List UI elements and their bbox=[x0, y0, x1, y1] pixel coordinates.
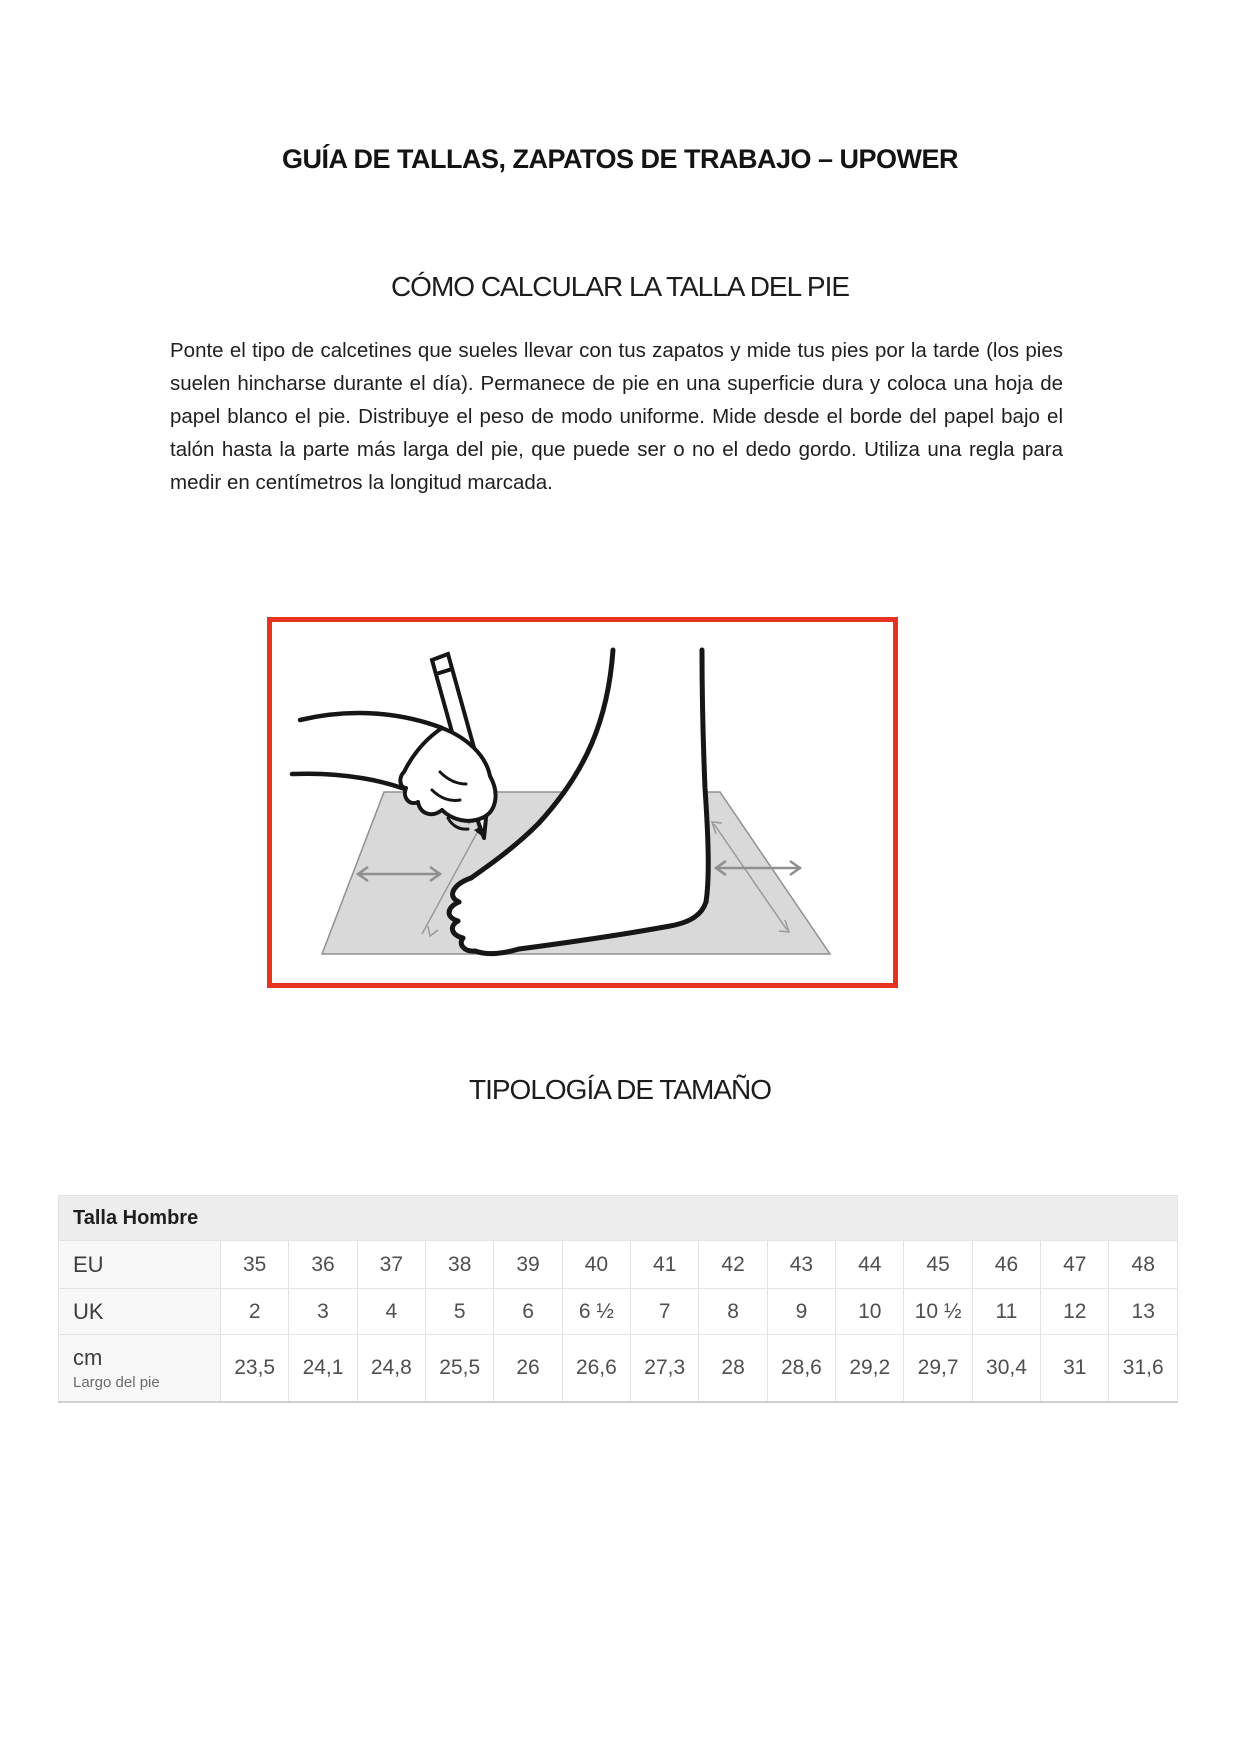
size-cell: 43 bbox=[767, 1241, 835, 1289]
table-title: Talla Hombre bbox=[59, 1196, 1178, 1241]
size-cell: 29,7 bbox=[904, 1335, 972, 1402]
size-cell: 30,4 bbox=[972, 1335, 1040, 1402]
size-cell: 8 bbox=[699, 1289, 767, 1335]
size-cell: 2 bbox=[221, 1289, 289, 1335]
size-cell: 35 bbox=[221, 1241, 289, 1289]
size-cell: 39 bbox=[494, 1241, 562, 1289]
size-cell: 11 bbox=[972, 1289, 1040, 1335]
row-label: UK bbox=[59, 1289, 221, 1335]
size-cell: 13 bbox=[1109, 1289, 1178, 1335]
size-cell: 38 bbox=[426, 1241, 494, 1289]
instructions-paragraph: Ponte el tipo de calcetines que sueles llevar con tus zapatos y mide tus pies por la tarde (los pies suelen hincharse durante el día). Permanece de pie en una superficie dura y coloca una hoja de papel blanco el pie. Distribuye el peso de modo uniforme. Mide desde el borde del papel bajo el talón hasta la parte más larga del pie, que puede ser o no el dedo gordo. Utiliza una regla para medir en centímetros la longitud marcada. bbox=[170, 339, 1063, 494]
size-cell: 36 bbox=[289, 1241, 357, 1289]
size-cell: 40 bbox=[562, 1241, 630, 1289]
size-table bbox=[58, 1195, 1178, 1403]
foot-measuring-figure bbox=[267, 617, 898, 988]
size-cell: 44 bbox=[836, 1241, 904, 1289]
size-cell: 41 bbox=[631, 1241, 699, 1289]
size-cell: 4 bbox=[357, 1289, 425, 1335]
size-cell: 9 bbox=[767, 1289, 835, 1335]
page-title: GUÍA DE TALLAS, ZAPATOS DE TRABAJO – UPOWER bbox=[281, 144, 959, 174]
section-heading-how-to-measure: CÓMO CALCULAR LA TALLA DEL PIE bbox=[390, 271, 850, 302]
table-row bbox=[59, 1241, 1178, 1289]
row-label: cm Largo del pie bbox=[59, 1335, 221, 1402]
size-cell: 37 bbox=[357, 1241, 425, 1289]
row-sublabel: Largo del pie bbox=[73, 1373, 160, 1391]
size-cell: 6 bbox=[494, 1289, 562, 1335]
row-label: EU bbox=[59, 1241, 221, 1289]
size-cell: 26,6 bbox=[562, 1335, 630, 1402]
section-heading-size-typology: TIPOLOGÍA DE TAMAÑO bbox=[468, 1074, 772, 1105]
size-cell: 7 bbox=[631, 1289, 699, 1335]
foot-measuring-illustration bbox=[272, 622, 893, 983]
size-cell: 47 bbox=[1041, 1241, 1109, 1289]
size-cell: 31 bbox=[1041, 1335, 1109, 1402]
size-cell: 42 bbox=[699, 1241, 767, 1289]
size-cell: 24,1 bbox=[289, 1335, 357, 1402]
size-cell: 31,6 bbox=[1109, 1335, 1178, 1402]
size-cell: 46 bbox=[972, 1241, 1040, 1289]
size-cell: 24,8 bbox=[357, 1335, 425, 1402]
size-cell: 12 bbox=[1041, 1289, 1109, 1335]
size-cell: 23,5 bbox=[221, 1335, 289, 1402]
size-cell: 28,6 bbox=[767, 1335, 835, 1402]
size-cell: 48 bbox=[1109, 1241, 1178, 1289]
size-cell: 5 bbox=[426, 1289, 494, 1335]
size-cell: 10 bbox=[836, 1289, 904, 1335]
table-header-row bbox=[59, 1196, 1178, 1241]
size-cell: 27,3 bbox=[631, 1335, 699, 1402]
size-cell: 45 bbox=[904, 1241, 972, 1289]
size-cell: 3 bbox=[289, 1289, 357, 1335]
size-cell: 29,2 bbox=[836, 1335, 904, 1402]
size-cell: 26 bbox=[494, 1335, 562, 1402]
size-cell: 6 ½ bbox=[562, 1289, 630, 1335]
table-row bbox=[59, 1289, 1178, 1335]
size-cell: 10 ½ bbox=[904, 1289, 972, 1335]
table-row bbox=[59, 1335, 1178, 1402]
size-cell: 25,5 bbox=[426, 1335, 494, 1402]
size-cell: 28 bbox=[699, 1335, 767, 1402]
